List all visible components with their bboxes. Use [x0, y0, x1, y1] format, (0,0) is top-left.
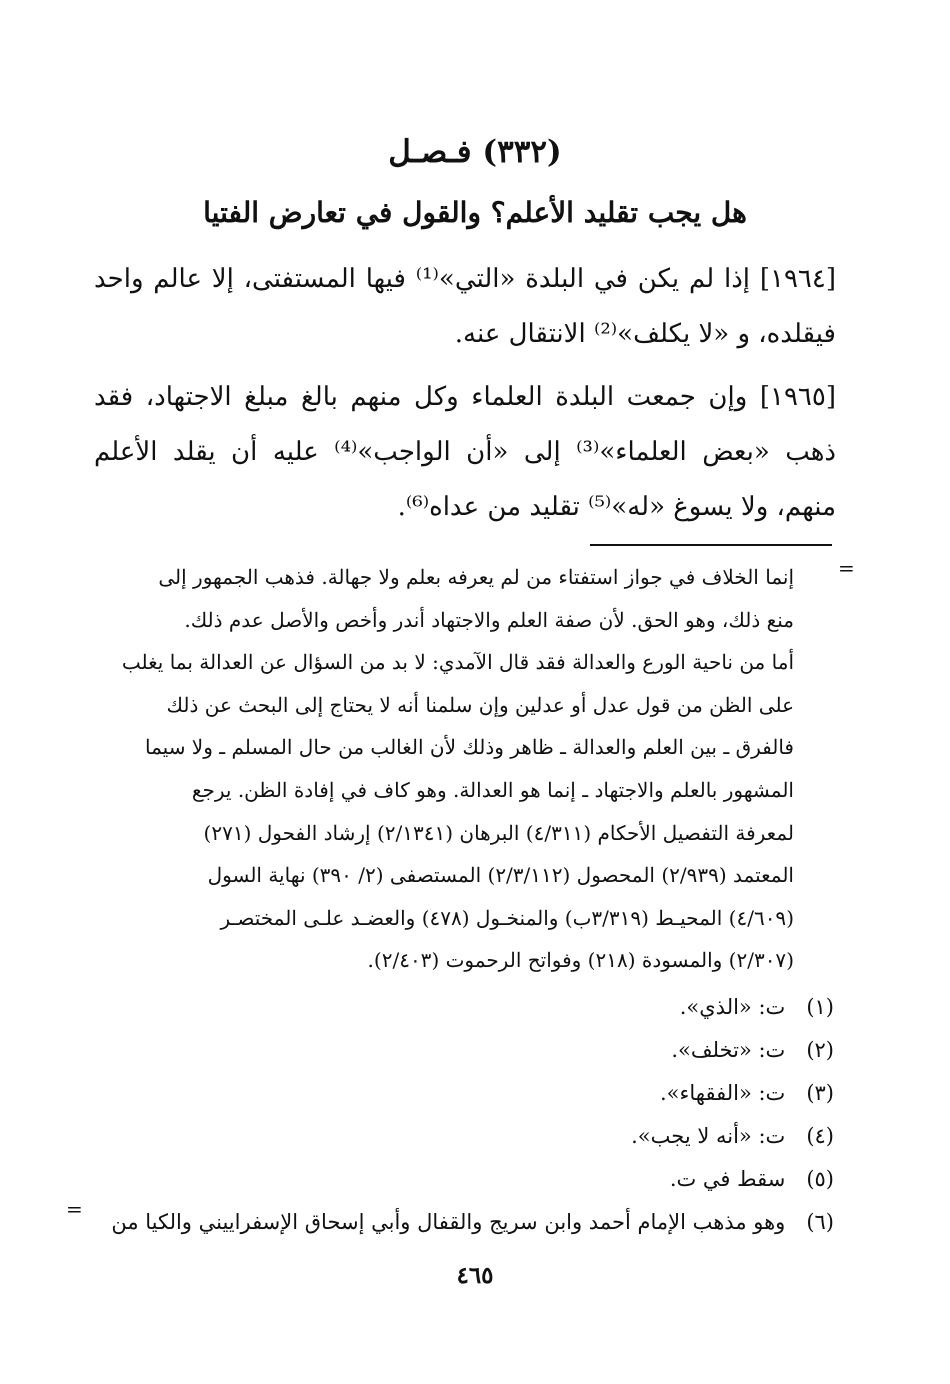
footnote-continuation-line: منع ذلك، وهو الحق. لأن صفة العلم والاجتهاد أندر وأخص والأصل عدم ذلك.: [184, 607, 794, 632]
footnote-item: [94, 986, 834, 1029]
footnote-item: [94, 1201, 834, 1244]
footnote-number: (٣): [806, 1081, 834, 1105]
footnote-text: وهو مذهب الإمام أحمد وابن سريج والقفال وأبي إسحاق الإسفراييني والكيا من: [111, 1210, 786, 1234]
footnote-continuation-line: إنما الخلاف في جواز استفتاء من لم يعرفه بعلم ولا جهالة. فذهب الجمهور إلى: [158, 565, 794, 589]
continuation-marker-end: =: [66, 1197, 83, 1221]
footnote-item: [94, 1029, 834, 1072]
continuation-marker: =: [838, 556, 855, 580]
footnote-number: (٦): [806, 1210, 834, 1234]
footnote-continuation-line: المشهور بالعلم والاجتهاد ـ إنما هو العدالة. وهو كاف في إفادة الظن. يرجع: [191, 777, 794, 802]
footnote-number: (١): [806, 995, 834, 1019]
footnote-text: ت: «الفقهاء».: [659, 1081, 786, 1105]
paragraph-1964: [١٩٦٤] إذا لم يكن في البلدة «التي»⁽¹⁾ فيها المستفتى، إلا عالم واحد فيقلده، و «لا يكلف»⁽²⁾ الانتقال عنه.: [94, 264, 836, 349]
footnote-continuation-line: لمعرفة التفصيل الأحكام (٤/٣١١) البرهان (٢/١٣٤١) إرشاد الفحول (٢٧١): [203, 820, 794, 845]
footnote-continuation: [94, 556, 794, 982]
footnote-item: [94, 1158, 834, 1201]
footnote-text: سقط في ت.: [669, 1167, 786, 1191]
footnote-continuation-line: المعتمد (٢/٩٣٩) المحصول (٢/٣/١١٢) المستصفى (٢/ ٣٩٠) نهاية السول: [207, 863, 794, 888]
footnote-item: [94, 1115, 834, 1158]
footnote-number: (٢): [806, 1038, 834, 1062]
footnote-text: ت: «تخلف».: [671, 1038, 786, 1062]
footnote-continuation-line: أما من ناحية الورع والعدالة فقد قال الآمدي: لا بد من السؤال عن العدالة بما يغلب: [121, 650, 794, 675]
footnote-item: [94, 1072, 834, 1115]
page-number: ٤٦٥: [456, 1262, 494, 1289]
footnote-continuation-line: (٢/٣٠٧) والمسودة (٢١٨) وفواتح الرحموت (٢/٤٠٣).: [367, 948, 794, 973]
paragraph-1965: [١٩٦٥] وإن جمعت البلدة العلماء وكل منهم بالغ مبلغ الاجتهاد، فقد ذهب «بعض العلماء»⁽³⁾ إلى «أن الواجب»⁽⁴⁾ عليه أن يقلد الأعلم منهم، ولا يسوغ «له»⁽⁵⁾ تقليد من عداه⁽⁶⁾.: [94, 382, 837, 522]
footnote-text: ت: «الذي».: [679, 995, 786, 1019]
footnote-separator: [590, 544, 832, 546]
footnote-number: (٥): [806, 1167, 834, 1191]
footnote-text: ت: «أنه لا يجب».: [631, 1124, 786, 1148]
chapter-subtitle: هل يجب تقليد الأعلم؟ والقول في تعارض الفتيا: [203, 196, 747, 229]
footnotes-list: [94, 986, 834, 1244]
footnote-continuation-line: فالفرق ـ بين العلم والعدالة ـ ظاهر وذلك لأن الغالب من حال المسلم ـ ولا سيما: [145, 735, 794, 760]
footnote-number: (٤): [806, 1124, 834, 1148]
chapter-title: (٣٣٢) فـصـل: [388, 134, 562, 170]
footnote-continuation-line: (٤/٦٠٩) المحيـط (٣/٣١٩ب) والمنخـول (٤٧٨) والعضـد علـى المختصـر: [220, 905, 794, 930]
footnote-continuation-line: على الظن من قول عدل أو عدلين وإن سلمنا أنه لا يحتاج إلى البحث عن ذلك: [166, 692, 794, 717]
